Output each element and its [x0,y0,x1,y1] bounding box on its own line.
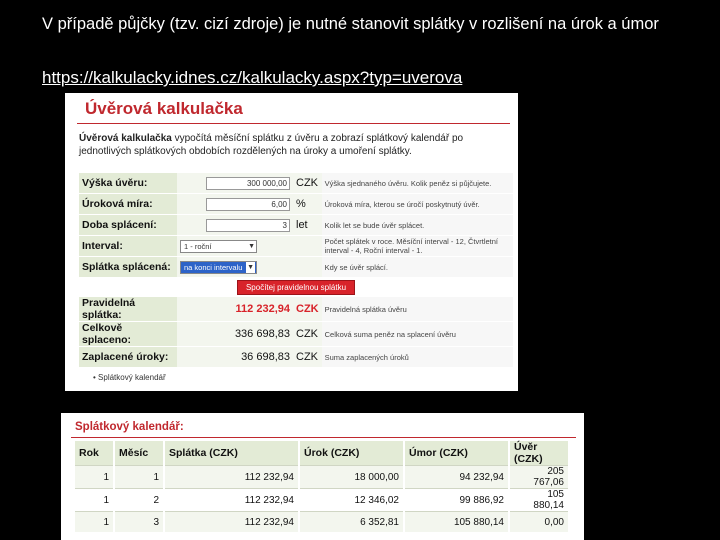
schedule-link-label: Splátkový kalendář [98,373,166,382]
cell-principal: 105 880,14 [404,512,509,533]
regular-payment-unit: CZK [293,297,322,322]
result-row-payment [79,297,513,322]
interval-note: Počet splátek v roce. Měsíční interval - 12, Čtvrtletní interval - 4, Roční interval - 1. [322,236,513,257]
schedule-header-row [75,441,569,466]
repayment-schedule-panel [61,413,584,540]
table-row [75,466,569,489]
form-row-interval [79,236,513,257]
loan-amount-note: Výška sjednaného úvěru. Kolik peněz si půjčujete. [322,173,513,194]
col-year: Rok [75,441,114,466]
interval-selected: 1 - roční [184,241,212,251]
cell-year: 1 [75,512,114,533]
calculate-button[interactable]: Spočítej pravidelnou splátku [237,280,355,295]
interest-paid-value: 36 698,83 [177,347,293,368]
cell-balance: 205 767,06 [509,466,569,489]
interest-paid-unit: CZK [293,347,322,368]
col-month: Měsíc [114,441,164,466]
payment-type-note: Kdy se úvěr splácí. [322,257,513,278]
regular-payment-label: Pravidelná splátka: [79,297,177,322]
col-interest: Úrok (CZK) [299,441,404,466]
description-text: vypočítá měsíční splátku z úvěru a zobrazí splátkový kalendář po jednotlivých splátkových obdobích rozdělených na úroky a umoření splátky. [79,133,464,157]
term-input[interactable]: 3 [206,219,290,232]
form-row-type [79,257,513,278]
schedule-table [75,441,570,532]
interest-rate-note: Úroková míra, kterou se úročí poskytnutý úvěr. [322,194,513,215]
interval-select[interactable] [180,240,257,253]
loan-amount-unit: CZK [293,173,322,194]
total-paid-value: 336 698,83 [177,322,293,347]
schedule-title: Splátkový kalendář: [75,421,184,433]
result-row-interest [79,347,513,368]
title-divider [77,123,510,124]
payment-type-label: Splátka splácená: [79,257,177,278]
interest-rate-label: Úroková míra: [79,194,177,215]
cell-interest: 6 352,81 [299,512,404,533]
payment-type-selected: na konci intervalu [184,262,243,272]
interest-paid-note: Suma zaplacených úroků [322,347,513,368]
interest-rate-input[interactable]: 6,00 [206,198,290,211]
cell-payment: 112 232,94 [164,466,299,489]
col-payment: Splátka (CZK) [164,441,299,466]
cell-interest: 12 346,02 [299,489,404,512]
form-row-amount [79,173,513,194]
term-label: Doba splácení: [79,215,177,236]
col-balance: Úvěr (CZK) [509,441,569,466]
cell-payment: 112 232,94 [164,489,299,512]
table-row [75,489,569,512]
cell-interest: 18 000,00 [299,466,404,489]
cell-principal: 94 232,94 [404,466,509,489]
chevron-down-icon: ▼ [247,263,254,271]
form-row-term [79,215,513,236]
form-row-button [79,278,513,297]
slide-heading: V případě půjčky (tzv. cizí zdroje) je nutné stanovit splátky v rozlišení na úrok a úmor [42,15,659,33]
cell-year: 1 [75,466,114,489]
schedule-link[interactable] [93,373,166,382]
cell-year: 1 [75,489,114,512]
result-row-total [79,322,513,347]
calculator-title: Úvěrová kalkulačka [85,99,243,118]
bullet-icon: • [93,373,99,382]
total-paid-label: Celkově splaceno: [79,322,177,347]
cell-principal: 99 886,92 [404,489,509,512]
regular-payment-value: 112 232,94 [177,297,293,322]
payment-type-select[interactable] [180,261,257,274]
chevron-down-icon: ▼ [248,242,255,250]
col-principal: Úmor (CZK) [404,441,509,466]
calculator-description [79,132,499,158]
description-bold: Úvěrová kalkulačka [79,133,172,144]
cell-month: 1 [114,466,164,489]
form-row-rate [79,194,513,215]
term-note: Kolik let se bude úvěr splácet. [322,215,513,236]
loan-calculator-panel [65,93,518,391]
schedule-divider [71,437,576,438]
cell-balance: 0,00 [509,512,569,533]
calculator-form [79,173,513,368]
calculator-link[interactable]: https://kalkulacky.idnes.cz/kalkulacky.aspx?typ=uverova [42,68,463,87]
loan-amount-input[interactable]: 300 000,00 [206,177,290,190]
cell-month: 3 [114,512,164,533]
interest-paid-label: Zaplacené úroky: [79,347,177,368]
table-row [75,512,569,533]
total-paid-note: Celková suma peněz na splacení úvěru [322,322,513,347]
cell-payment: 112 232,94 [164,512,299,533]
interval-label: Interval: [79,236,177,257]
cell-month: 2 [114,489,164,512]
loan-amount-label: Výška úvěru: [79,173,177,194]
cell-balance: 105 880,14 [509,489,569,512]
interest-rate-unit: % [293,194,322,215]
total-paid-unit: CZK [293,322,322,347]
regular-payment-note: Pravidelná splátka úvěru [322,297,513,322]
term-unit: let [293,215,322,236]
